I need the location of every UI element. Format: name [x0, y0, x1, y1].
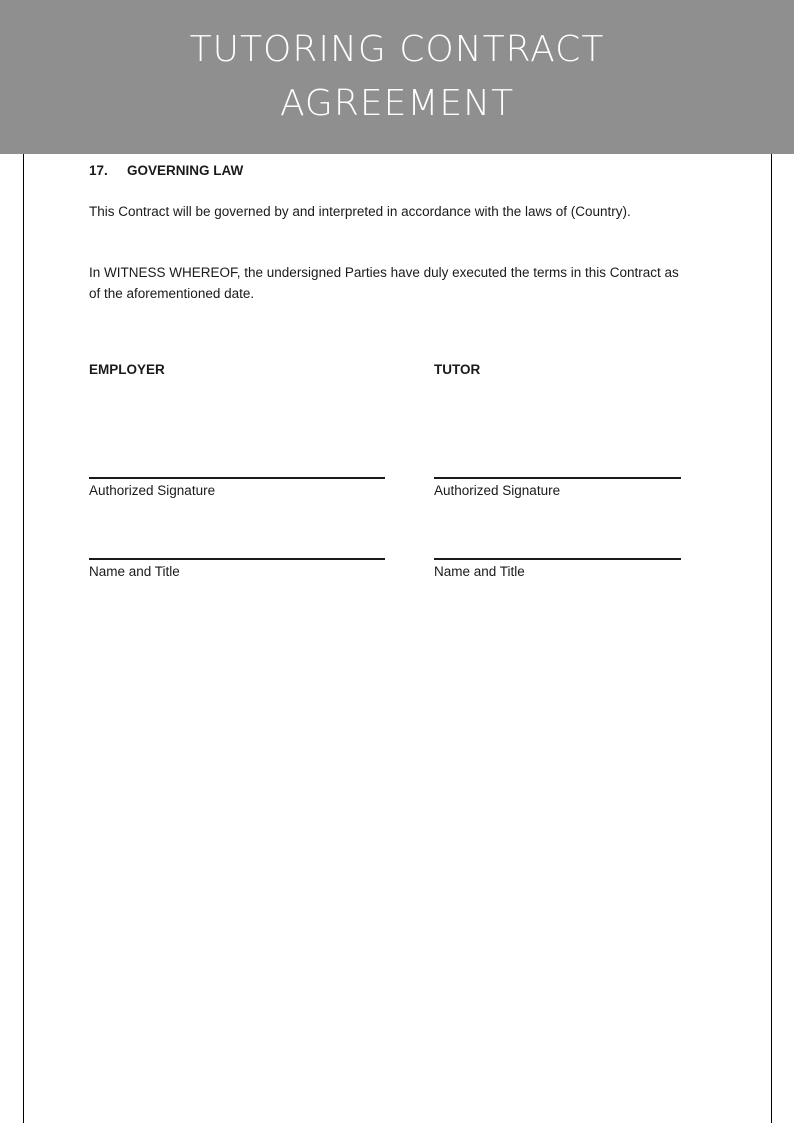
governing-law-paragraph: This Contract will be governed by and interpreted in accordance with the laws of (Country).: [89, 204, 631, 219]
banner-title-line-2: AGREEMENT: [279, 83, 515, 124]
section-title: GOVERNING LAW: [127, 163, 244, 178]
employer-name-line: [89, 558, 385, 560]
employer-signature-caption: Authorized Signature: [89, 483, 216, 498]
section-number: 17.: [89, 163, 108, 178]
page-border-right: [771, 154, 772, 1123]
tutor-signature-line: [434, 477, 681, 479]
banner-title-line-1: TUTORING CONTRACT: [189, 29, 605, 70]
tutor-signature-caption: Authorized Signature: [434, 483, 561, 498]
section-heading: [89, 163, 243, 178]
tutor-name-line: [434, 558, 681, 560]
employer-label: EMPLOYER: [89, 362, 165, 377]
witness-paragraph: In WITNESS WHEREOF, the undersigned Parties have duly executed the terms in this Contract as of the aforementioned date.: [89, 265, 679, 301]
page-border-left: [23, 154, 24, 1123]
employer-name-caption: Name and Title: [89, 564, 180, 579]
title-banner: [0, 0, 794, 154]
tutor-name-caption: Name and Title: [434, 564, 525, 579]
employer-signature-line: [89, 477, 385, 479]
tutor-label: TUTOR: [434, 362, 481, 377]
